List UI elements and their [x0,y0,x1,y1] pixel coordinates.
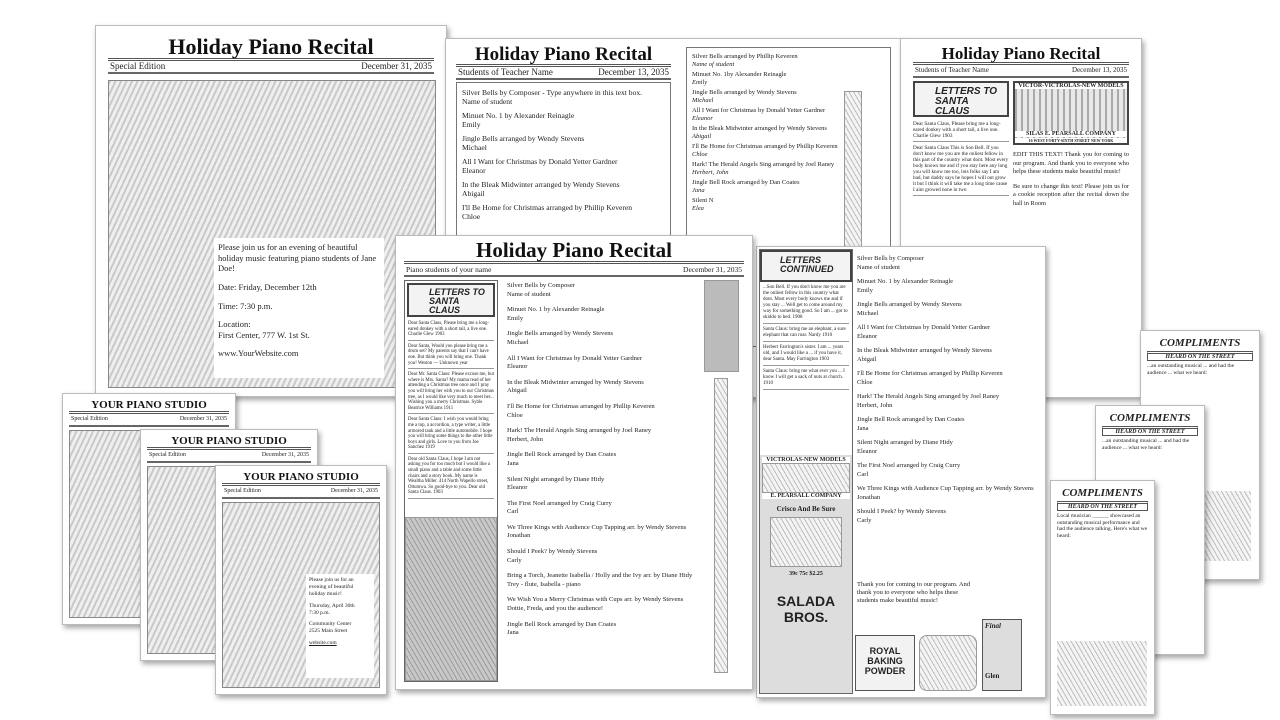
baking-powder-ad [855,635,915,691]
program-item [462,157,665,175]
piece-title: Hark! The Herald Angels Sing arranged by Joel Raney [507,427,652,435]
piece-title: Jingle Bell Rock arranged by Dan Coates [507,620,617,628]
message-text: EDIT THIS TEXT! Thank you for coming to our program. And thank you to everyone who helps these students make beautiful music! [1013,151,1129,175]
piece-title: In the Bleak Midwinter arranged by Wendy Stevens [692,125,827,132]
card-title: COMPLIMENTS [1159,337,1241,349]
date-label: December 31, 2035 [330,488,378,494]
ad-address: 16 WEST FORTY-SIXTH STREET NEW YORK [1015,138,1127,143]
ad-heading: SALADA BROS. [776,593,836,625]
letter: Santa Claus: bring me what ever you ... I know I will get a sack of nuts at church. 1910 [763,369,849,390]
performer-name: Jana [857,424,869,432]
piece-title: Jingle Bell Rock arranged by Dan Coates [857,416,965,423]
performer-name: Elea [692,204,704,212]
performer-name: Chloe [857,378,873,386]
piece-title: In the Bleak Midwinter arranged by Wendy Stevens [462,180,620,189]
crisco-can-illustration [770,517,842,567]
piece-title: Silent N [692,197,714,204]
program-item [857,324,1041,341]
performer-name: Chloe [692,150,708,158]
performer-name: Name of student [857,263,900,271]
program-item [857,508,1041,525]
program-item [857,347,1041,364]
performer-name: Chloe [462,212,481,221]
performer-name: Michael [507,338,529,346]
front-program-page [395,235,753,690]
program-item [857,278,1041,295]
program-item [507,524,699,541]
letter: Santa Claus: bring me an elephant, a sure elephant that can roar. Nardy 1910 [763,327,849,342]
program-item [857,485,1041,502]
piece-title: Silver Bells by Composer [507,282,575,289]
piece-title: Hark! The Herald Angels Sing arranged by Joel Raney [692,161,835,168]
performer-name: Jana [507,629,519,637]
invite-location: Community Center [309,621,352,628]
subtitle: Piano students of your name [406,265,492,274]
program-item [507,403,699,420]
performer-name: Eleanor [462,166,486,175]
ad-heading: VICTROLAS-NEW MODELS [762,457,850,463]
card-subtitle: HEARD ON THE STREET [1057,501,1148,511]
victrola-ad [1013,81,1129,145]
program-item [507,330,699,347]
letters-continued-page [756,246,1046,698]
program-item [507,621,699,638]
letter: Dear Santa Claus: I wish you would bring me a top, a accordion, a type writer, a little armored tank and a little automobile. I hope you will bring some things to the other little boys and girls. Love to you from Joe Sanchez 1919 [408,417,494,454]
performer-name: Name of student [692,60,735,68]
ad-company: E. PEARSALL COMPANY [762,493,850,499]
subtitle-bar [913,65,1129,78]
letter: Herbert Farrington's sister. I am ... years old, and I would like a ... if you have it, dear Santa. May Farrington 1903 [763,345,849,366]
program-item [857,416,1041,433]
subtitle-bar [147,450,311,463]
piece-title: Jingle Bell Rock arranged by Dan Coates [507,451,617,459]
letter: Dear old Santa Claus, I hope I am not asking you for too much but I would like a small piano and a table and some little chairs and a story book. My name is Wealtha Miller. 414 North Wapello street, Ottumwa. So good-bye to you. Dear old Santa Claus. 1903 [408,457,494,499]
subtitle-bar [404,264,744,277]
piece-title: Minuet No. 1by Alexander Reinagle [692,71,787,78]
piece-title: Minuet No. 1 by Alexander Reinagle [507,306,605,314]
piano-christmas-ad [405,517,497,681]
piece-title: All I Want for Christmas by Donald Yetter Gardner [507,354,643,362]
performer-name: Carly [507,556,522,564]
piece-title: Jingle Bells arranged by Wendy Stevens [857,301,962,308]
letter: Dear Santa Claus, Please bring me a long-eared donkey with a short tail, a live one. Charlie Glew 1903 [408,321,494,341]
piece-title: I'll Be Home for Christmas arranged by Phillip Keveren [462,203,633,212]
program-item [857,255,1041,272]
performer-name: Jonathan [857,493,881,501]
program-item [507,427,699,444]
piece-title: In the Bleak Midwinter arranged by Wendy Stevens [857,347,992,354]
performer-name: Eleanor [692,114,713,122]
ad-heading: VICTOR-VICTROLAS-NEW MODELS [1015,83,1127,89]
vintage-ads [760,455,852,693]
trumpet-illustration [1201,491,1251,561]
page-title: Holiday Piano Recital [456,45,671,67]
letters-column [760,282,852,396]
piece-title: Silent Night arranged by Diane Hidy [857,439,953,446]
performer-name: Jana [692,186,705,194]
letters-column [913,121,1009,196]
performer-name: Michael [462,143,487,152]
invite-address: 2525 Main Street [309,628,348,635]
program-item [857,462,1041,479]
card-subtitle: HEARD ON THE STREET [1102,426,1198,436]
card-title: YOUR PIANO STUDIO [222,472,380,486]
program-item [507,596,699,613]
piece-title: Hark! The Herald Angels Sing arranged by Joel Raney [857,393,1000,400]
piece-title: Minuet No. 1 by Alexander Reinagle [462,111,575,120]
subtitle: Students of Teacher Name [458,67,553,77]
performer-name: Emily [692,78,708,86]
program-item [462,111,665,129]
candle-ornament-illustration [714,378,728,673]
program-item [692,53,885,68]
piece-title: We Three Kings with Audience Cup Tapping arr. by Wendy Stevens [857,485,1034,492]
performer-name: Abigail [857,355,877,363]
program-item [857,301,1041,318]
card-title: YOUR PIANO STUDIO [69,400,229,414]
compliments-card [1050,480,1155,715]
subtitle-bar [456,67,671,80]
piece-title: Silent Night arranged by Diane Hidy [507,475,605,483]
program-item [507,355,699,372]
ad-heading: Final [985,622,1001,630]
invite-website: website.com [309,640,337,647]
program-item [507,500,699,517]
program-item [507,548,699,565]
piano-ad [982,619,1022,691]
card-body: ...an outstanding musical ... and had the audience ... what we heard: [1102,438,1190,451]
letters-heading: LETTERS TO SANTA CLAUS [913,81,1009,117]
letter: Dear Mr. Santa Claus: Please excuse me, but where is Mrs. Santa? My mama read of her attending a Christmas tree once and I pray you will bring her with you to our Christmas tree, as I would like very much to meet her... Wishing you a merry Christmas. Syble Beatrice Williams 1911 [408,372,494,414]
piece-title: Should I Peek? by Wendy Stevens [507,548,598,556]
edition-label: Special Edition [149,452,186,458]
date-label: December 31, 2035 [361,61,432,71]
performer-name: Jonathan [507,532,531,540]
letter: ...Son Bell. If you don't know me you are the onliest fellow in this country what dont. Most every body knows me and if you stay ... Well get to come around my way for something good. So I am ... got to skiddo to bed. 1908 [763,285,849,324]
performer-name: Trey - flute, Isabella - piano [507,580,581,588]
program-list [507,282,699,645]
performer-name: Carl [857,470,869,478]
ad-heading: Crisco And Be Sure [776,505,836,513]
performer-name: Eleanor [857,332,878,340]
piece-title: Bring a Torch, Jeanette Isabella / Holly and the Ivy arr. by Diane Hidy [507,572,693,580]
program-item [507,451,699,468]
card-subtitle: HEARD ON THE STREET [1147,351,1253,361]
performer-name: Herbert, John [507,435,543,443]
candle-ornament-illustration [844,91,862,271]
performer-name: Name of student [507,290,551,298]
card-title: YOUR PIANO STUDIO [147,436,311,450]
card-title: COMPLIMENTS [1109,412,1191,424]
date-label: December 31, 2035 [261,452,309,458]
program-item [507,379,699,396]
program-item [857,439,1041,456]
invite-text: Please join us for an evening of beautiful holiday music featuring piano students of Jane Doe! [218,242,377,274]
piece-title: All I Want for Christmas by Donald Yetter Gardner [857,324,991,331]
invite-time: Time: 7:30 p.m. [218,300,273,311]
piece-title: Silver Bells by Composer - Type anywhere in this text box. [462,88,643,97]
piece-title: We Wish You a Merry Christmas with Cups arr. by Wendy Stevens [507,596,684,604]
invite-text: Please join us for an evening of beautiful holiday music! [309,577,354,597]
piece-title: Jingle Bell Rock arranged by Dan Coates [692,179,800,186]
performer-name: Michael [857,309,879,317]
studio-card [215,465,387,695]
piece-title: All I Want for Christmas by Donald Yetter Gardner [462,157,618,166]
piece-title: Silver Bells by Composer [857,255,924,262]
program-item [507,282,699,299]
performer-name: Michael [692,96,714,104]
performer-name: Eleanor [857,447,878,455]
piece-title: I'll Be Home for Christmas arranged by Phillip Keveren [692,143,838,150]
piece-title: In the Bleak Midwinter arranged by Wendy Stevens [507,378,644,386]
piece-title: All I Want for Christmas by Donald Yetter Gardner [692,107,826,114]
piece-title: Jingle Bells arranged by Wendy Stevens [507,330,614,338]
program-item [462,88,665,106]
ad-price: 39c 75c $2.25 [789,571,823,577]
piece-title: The First Noel arranged by Craig Curry [507,499,612,507]
date-label: December 13, 2035 [598,67,669,77]
date-label: December 31, 2035 [179,416,227,422]
piece-title: The First Noel arranged by Craig Curry [857,462,961,469]
subtitle: Students of Teacher Name [915,66,989,74]
program-item [507,306,699,323]
subtitle-bar [69,414,229,427]
performer-name: Emily [507,314,524,322]
edition-label: Special Edition [110,61,166,71]
performer-name: Herbert, John [692,168,729,176]
performer-name: Carl [507,508,519,516]
piece-title: Jingle Bells arranged by Wendy Stevens [692,89,797,96]
performer-name: Abigail [462,189,485,198]
program-item [462,134,665,152]
card-body: ...an outstanding musical ... and had the audience ... what we heard: [1147,363,1235,376]
performer-name: Herbert, John [857,401,893,409]
program-item [857,393,1041,410]
page-title: Holiday Piano Recital [913,45,1129,65]
subtitle-bar [222,486,380,499]
performer-name: Emily [857,286,873,294]
program-item [692,71,885,86]
message-text: Be sure to change this text! Please join us for a cookie reception after the recital down the hall in Room [1013,182,1129,207]
letters-heading: LETTERS CONTINUED [760,250,852,282]
ornament-ad [704,280,739,372]
piece-title: I'll Be Home for Christmas arranged by Phillip Keveren [507,402,655,410]
performer-name: Eleanor [507,484,528,492]
letter: Dear Santa Claus This is Son Bell. If you don't know me you are the onliest fellow in this part of the country what dont. Most every body knows me and if you stay here any long you will know me too, lots folks say I am bad, but daddy says he hopes I will out grow it but I think it will take me a long time cause I aint growed none in two [913,145,1009,196]
invitation-box [306,574,374,678]
piece-title: I'll Be Home for Christmas arranged by Phillip Keveren [857,370,1003,377]
page-title: Holiday Piano Recital [108,36,434,61]
performer-name: Carly [857,516,872,524]
ad-company: SILAS E. PEARSALL COMPANY [1015,131,1127,137]
card-title: COMPLIMENTS [1062,487,1143,499]
performer-name: Abigail [692,132,712,140]
date-label: December 31, 2035 [683,265,742,274]
invite-time: 7:30 p.m. [309,609,330,616]
program-item [507,572,699,589]
piece-title: Jingle Bells arranged by Wendy Stevens [462,134,585,143]
ad-heading: Glen [985,672,1000,680]
invite-website: www.YourWebsite.com [218,348,299,359]
card-body: Local musician ______ showcased an outstanding musical performance and had the audience talking. Here's what we heard: [1057,513,1148,539]
piece-title: Should I Peek? by Wendy Stevens [857,508,947,515]
performer-name: Name of student [462,97,513,106]
performer-name: Jana [507,459,519,467]
invitation-box [214,238,384,378]
program-item [462,180,665,198]
invite-location: First Center, 777 W. 1st St. [218,329,310,340]
letter: Dear Santa Claus, Please bring me a long-eared donkey with a short tail, a live one. Charlie Glew 1903 [913,121,1009,142]
street-scene-illustration [1057,641,1147,706]
invite-date: Thursday, April 30th [309,602,355,609]
camera-ad [919,635,977,691]
invite-date: Date: Friday, December 12th [218,281,317,292]
letters-heading: LETTERS TO SANTA CLAUS [407,283,495,317]
performer-name: Dottie, Freda, and you the audience! [507,605,604,613]
date-label: December 13, 2035 [1071,66,1127,74]
letters-column [405,319,497,504]
subtitle-bar [108,61,434,74]
program-item [462,203,665,221]
performer-name: Eleanor [507,363,528,371]
program-list [857,255,1041,531]
victrola-illustration [762,463,850,493]
piece-title: We Three Kings with Audience Cup Tapping arr. by Wendy Stevens [507,523,687,531]
thanks-text: Thank you for coming to our program. And thank you to everyone who helps these students make beautiful music! [857,581,971,604]
edition-label: Special Edition [71,416,108,422]
piece-title: Minuet No. 1 by Alexander Reinagle [857,278,954,285]
performer-name: Emily [462,120,481,129]
performer-name: Chloe [507,411,523,419]
ad-heading: ROYAL BAKING POWDER [864,646,906,676]
performer-name: Abigail [507,387,527,395]
piece-title: Silver Bells arranged by Phillip Keveren [692,53,798,60]
program-item [507,476,699,493]
program-item [857,370,1041,387]
letter: Dear Santa, Would you please bring me a drum set? My parents say that I can't have one. But think you will bring one. Thank you! Weston — Unknown year [408,344,494,369]
invite-location-label: Location: [218,319,251,330]
page-title: Holiday Piano Recital [404,240,744,264]
edition-label: Special Edition [224,488,261,494]
